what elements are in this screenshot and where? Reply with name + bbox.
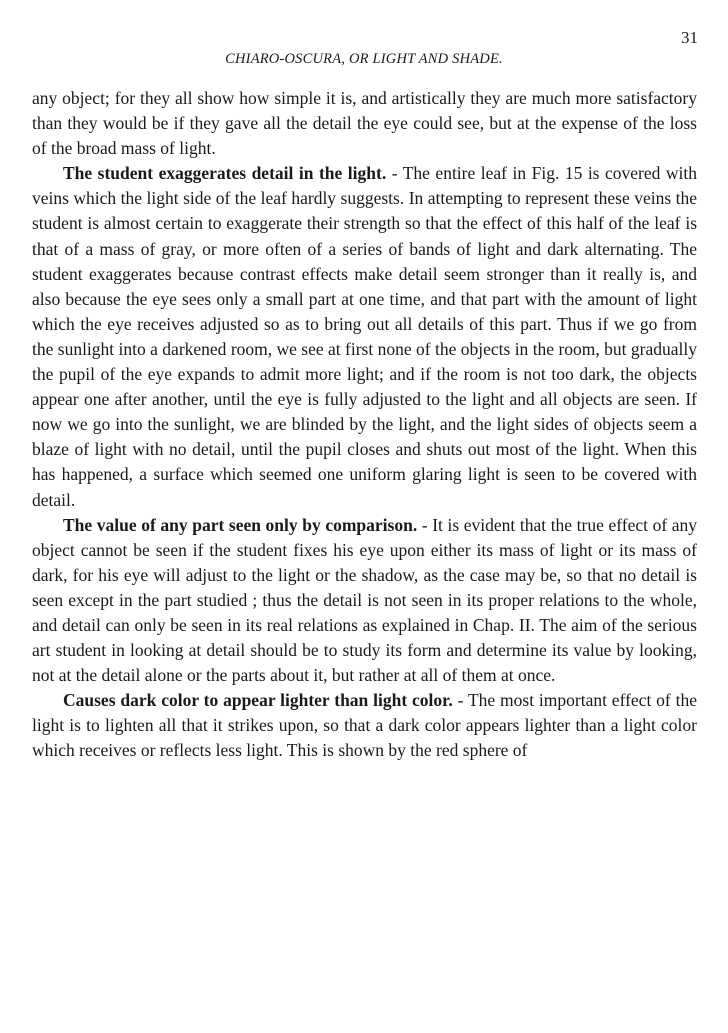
paragraph-dark-color-lighter bbox=[32, 688, 697, 763]
paragraph-text: any object; for they all show how simple it is, and artistically they are much more satisfactory than they would be if they gave all the detail the eye could see, but at the expense of the loss of the broad mass of light. bbox=[32, 88, 697, 159]
paragraph-text: - It is evident that the true effect of any object cannot be seen if the student fixes his eye upon either its mass of light or its mass of dark, for his eye will adjust to the light or the shadow, as the case may be, so that no detail is seen except in the part studied ; thus the detail is not seen in its proper relations to the whole, and detail can only be seen in its real relations as explained in Chap. II. The aim of the serious art student in looking at detail should be to study its form and determine its value by looking, not at the detail alone or the parts about it, but rather at all of them at once. bbox=[32, 514, 698, 686]
paragraph-text: - The entire leaf in Fig. 15 is covered with veins which the light side of the leaf hardly suggests. In attempting to represent these veins the student is almost certain to exaggerate their strength so that the effect of this half of the leaf is that of a mass of gray, or more often of a series of bands of light and dark alternating. The student exaggerates because contrast effects make detail seem stronger than it really is, and also because the eye sees only a small part at one time, and that part with the amount of light which the eye receives adjusted so as to bring out all details of this part. Thus if we go from the sunlight into a darkened room, we see at first none of the objects in the room, but gradually the pupil of the eye expands to admit more light; and if the room is not too dark, the objects appear one after another, until the eye is fully adjusted to the light and all objects are seen. If now we go into the sunlight, we are blinded by the light, and the light sides of objects seem a blaze of light with no detail, until the pupil closes and shuts out most of the light. When this has happened, a surface which seemed one uniform glaring light is seen to be covered with detail. bbox=[32, 163, 697, 510]
paragraph-detail-in-light bbox=[32, 161, 697, 512]
paragraph-value-by-comparison bbox=[32, 513, 697, 689]
running-head: CHIARO-OSCURA, OR LIGHT AND SHADE. bbox=[225, 51, 503, 67]
page-number: 31 bbox=[681, 28, 698, 47]
paragraph-text: - The most important effect of the light is to lighten all that it strikes upon, so that a dark color appears lighter than a light color which receives or reflects less light. This is shown by the red sphere of bbox=[32, 690, 697, 761]
paragraph-heading: The value of any part seen only by comparison. bbox=[63, 514, 418, 535]
body-text bbox=[32, 86, 697, 764]
paragraph-heading: Causes dark color to appear lighter than light color. bbox=[63, 690, 453, 711]
paragraph-heading: The student exaggerates detail in the light. bbox=[63, 163, 387, 184]
paragraph-continuation bbox=[32, 86, 697, 161]
